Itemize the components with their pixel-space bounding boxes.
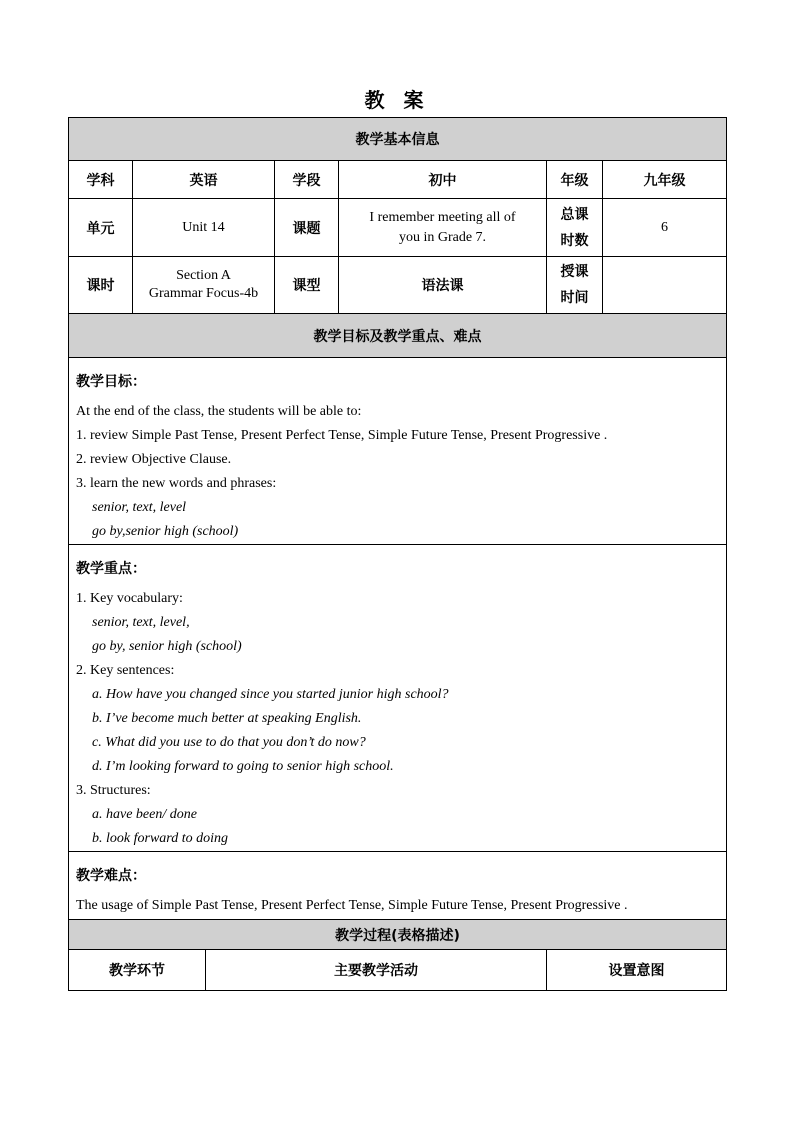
objectives-vocab-line: go by,senior high (school): [92, 524, 239, 539]
page-title: 教 案: [364, 88, 430, 112]
total-hours-line-1: 总课: [560, 206, 589, 223]
process-col-stage: 教学环节: [69, 950, 206, 991]
label-subject: 学科: [69, 161, 133, 199]
value-period: [133, 257, 275, 314]
label-stage: 学段: [275, 161, 339, 199]
process-col-intent: 设置意图: [547, 950, 727, 991]
value-unit: Unit 14: [133, 199, 275, 257]
key-sentence: a. How have you changed since you started junior high school?: [92, 687, 449, 702]
topic-line-1: I remember meeting all of: [369, 209, 516, 225]
label-period: 课时: [69, 257, 133, 314]
process-col-activities: 主要教学活动: [206, 950, 547, 991]
lesson-plan-table: [68, 117, 727, 991]
label-topic: 课题: [275, 199, 339, 257]
objectives-line: At the end of the class, the students will be able to:: [76, 404, 362, 419]
objectives-line: 2. review Objective Clause.: [76, 452, 232, 467]
key-points-heading: 教学重点：: [76, 561, 146, 577]
section-process: 教学过程(表格描述): [69, 920, 727, 950]
key-sentence: c. What did you use to do that you don’t do now?: [92, 735, 366, 750]
key-points-block: [69, 545, 727, 852]
teaching-time-line-1: 授课: [560, 264, 589, 280]
key-structure: b. look forward to doing: [92, 831, 228, 846]
difficulties-heading: 教学难点：: [76, 868, 146, 884]
objectives-line: 3. learn the new words and phrases:: [76, 476, 277, 491]
total-hours-line-2: 时数: [560, 232, 589, 249]
key-vocab-line: go by, senior high (school): [92, 639, 242, 654]
key-structure: a. have been/ done: [92, 807, 197, 822]
section-basic-info: 教学基本信息: [69, 118, 727, 161]
key-points-item: 3. Structures:: [76, 783, 151, 798]
label-unit: 单元: [69, 199, 133, 257]
value-teaching-time: [603, 257, 727, 314]
value-grade: 九年级: [603, 161, 727, 199]
key-points-item: 1. Key vocabulary:: [76, 591, 183, 606]
key-vocab-line: senior, text, level,: [92, 615, 190, 630]
label-total-hours: [547, 199, 603, 257]
period-line-2: Grammar Focus-4b: [148, 286, 259, 301]
objectives-line: 1. review Simple Past Tense, Present Perfect Tense, Simple Future Tense, Present Progressive .: [76, 428, 608, 443]
value-stage: 初中: [339, 161, 547, 199]
teaching-time-line-2: 时间: [560, 290, 589, 306]
objectives-vocab-line: senior, text, level: [92, 500, 187, 515]
topic-line-2: you in Grade 7.: [398, 229, 487, 245]
label-grade: 年级: [547, 161, 603, 199]
value-subject: 英语: [133, 161, 275, 199]
key-sentence: d. I’m looking forward to going to senior high school.: [92, 759, 394, 774]
value-total-hours: 6: [603, 199, 727, 257]
key-sentence: b. I’ve become much better at speaking English.: [92, 711, 362, 726]
section-objectives: 教学目标及教学重点、难点: [69, 314, 727, 358]
key-points-item: 2. Key sentences:: [76, 663, 175, 678]
period-line-1: Section A: [176, 268, 231, 283]
value-lesson-type: 语法课: [339, 257, 547, 314]
difficulties-text: The usage of Simple Past Tense, Present Perfect Tense, Simple Future Tense, Present Progressive .: [76, 898, 628, 913]
label-teaching-time: [547, 257, 603, 314]
value-topic: [339, 199, 547, 257]
difficulties-block: [69, 852, 727, 920]
objectives-heading: 教学目标：: [76, 374, 146, 390]
label-lesson-type: 课型: [275, 257, 339, 314]
objectives-block: [69, 358, 727, 545]
